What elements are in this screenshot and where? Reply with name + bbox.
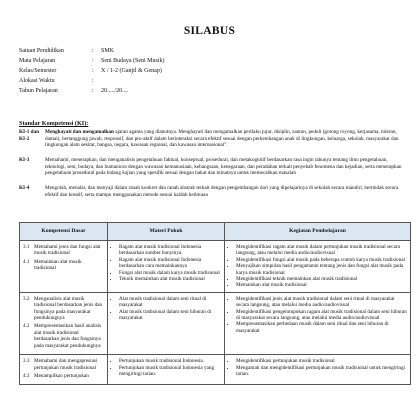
list-item: • Mengamati dan mengidentifikasi pertunjukan musik tradisional untuk mengiringi tarian. bbox=[236, 365, 407, 378]
ki-text: Menghayati dan mengamalkan ajaran agama yang dianutnya. Menghayati dan mengamalkan perilaku jujur, disiplin, santun, peduli (gotong royong, kerjasama, toleran, damai), bertanggung jawab, responsif, dan pro-aktif dalam berinteraksi secara efektif sesuai dengan perkembangan anak di lingkungan, keluarga, sekolah, masyarakat dan lingkungan alam sekitar, bangsa, negara, kawasan regional, dan kawasan internasional". bbox=[45, 129, 399, 149]
syllabus-table bbox=[19, 222, 411, 385]
meta-value: SMK bbox=[101, 48, 115, 54]
kd-number: 3.1 bbox=[23, 244, 30, 250]
meta-colon: : bbox=[92, 78, 94, 84]
kegiatan-cell bbox=[225, 241, 411, 293]
list-item: • Alat musik tradisional dalam seni hiburan di masyarakat bbox=[119, 309, 221, 322]
kegiatan-cell bbox=[225, 355, 411, 385]
meta-colon: : bbox=[92, 68, 94, 74]
header-materi-pokok: Materi Pokok bbox=[108, 223, 225, 241]
meta-value: Seni Budaya (Seni Musik) bbox=[101, 58, 165, 64]
ki-code: KI-3 bbox=[19, 157, 30, 163]
kd-item bbox=[23, 259, 104, 272]
ki-3-row bbox=[19, 157, 409, 177]
list-item: • Mengidentifikasi fungsi alat musik pada beberapa contoh karya musik tradisional bbox=[236, 257, 407, 263]
list-item: • Teknik memainkan alat musik tradisional bbox=[119, 276, 221, 282]
materi-cell bbox=[108, 292, 225, 354]
meta-key: Tahun Pelajaran bbox=[19, 88, 58, 94]
kd-text: Memahami jenis dan fungsi alat musik tradisional bbox=[34, 244, 101, 257]
list-item: • Memainkan alat musik tradisional bbox=[236, 282, 407, 288]
kd-cell bbox=[20, 355, 108, 385]
header-kompetensi-dasar: Kompetensi Dasar bbox=[20, 223, 108, 241]
meta-value: X / 1-2 (Ganjil & Genap) bbox=[101, 68, 162, 74]
kegiatan-cell bbox=[225, 292, 411, 354]
page-title: SILABUS bbox=[183, 25, 236, 37]
kd-item bbox=[23, 244, 104, 257]
list-item: • Menyajikan simpulan hasil pengamatan tentang jenis dan fungsi alat musik pada karya musik tradisional bbox=[236, 263, 407, 276]
list-item: • Mengidentifikasi pengelompokan ragam alat musik tradisional dalam seni hiburan di masyarakat secara langsung, atau melalui media audio/audiovisual bbox=[236, 309, 407, 322]
kd-cell bbox=[20, 241, 108, 293]
kd-number: 4.2 bbox=[23, 323, 30, 330]
kd-item bbox=[23, 358, 104, 371]
meta-value: 20...../20.... bbox=[101, 88, 129, 94]
list-item: • Fungsi alat musik dalam karya musik tradisional bbox=[119, 270, 221, 276]
kd-text: Memahami dan mengapresiasi pertunjukan musik tradisional bbox=[34, 358, 98, 371]
materi-cell bbox=[108, 241, 225, 293]
kd-item bbox=[23, 296, 104, 322]
kd-number: 4.1 bbox=[23, 258, 30, 265]
ki-1-2-row bbox=[19, 129, 409, 149]
kd-text: Menampilkan pertunjukan bbox=[34, 372, 89, 379]
list-item: • Mengidentifikasi teknik memainkan alat musik tradisional bbox=[236, 276, 407, 282]
kd-item bbox=[23, 373, 104, 379]
list-item: • Ragam alat musik tradisional Indonesia berdasarkan cara memainkannya bbox=[119, 257, 221, 270]
meta-colon: : bbox=[92, 88, 94, 94]
meta-row bbox=[19, 76, 165, 86]
ki-code: KI-4 bbox=[19, 185, 30, 191]
header-kegiatan-pembelajaran: Kegiatan Pembelajaran bbox=[225, 223, 411, 241]
list-item: • Mengidentifikasi jenis alat musik tradisional dalam seni ritual di masyarakat secara langsung, atau melalui media audio/audiovisual bbox=[236, 296, 407, 309]
list-item: • Pertunjukan musik tradisional Indonesia. bbox=[119, 358, 221, 364]
meta-row bbox=[19, 86, 165, 96]
meta-key: Mata Pelajaran bbox=[19, 58, 56, 64]
meta-row bbox=[19, 66, 165, 76]
kd-item bbox=[23, 323, 104, 349]
table-row bbox=[20, 355, 411, 385]
ki-text: Mengolah, menalar, dan menyaji dalam ranah konkret dan ranah abstrak terkait dengan pengembangan dari yang dipelajarinya di sekolah secara mandiri, bertindak secara efektif dan kreatif, serta mampu menggunakan metode sesuai kaidah keilmuan bbox=[45, 185, 399, 198]
kd-number: 3.2 bbox=[23, 295, 30, 302]
meta-colon: : bbox=[92, 48, 94, 54]
table-row bbox=[20, 292, 411, 354]
table-row bbox=[20, 241, 411, 293]
ki-code: KI-1 dan KI-2 bbox=[19, 129, 40, 142]
meta-row bbox=[19, 56, 165, 66]
syllabus-meta bbox=[19, 46, 165, 96]
list-item: • Mengidentifikasi pertunjukan musik tradisional bbox=[236, 358, 407, 364]
kd-number: 3.3 bbox=[23, 358, 30, 365]
ki-text: Memahami, menerapkan, dan menganalisis pengetahuan faktual, konseptual, prosedural, dan metakognitif berdasarkan rasa ingin tahunya tentang ilmu pengetahuan, teknologi, seni, budaya, dan humaniora dengan wawasan kemanusiaan, kebangsaan, kenegaraan, dan peradaban terkait penyebab fenomena dan kejadian, serta menerapkan pengetahuan prosedural pada bidang kajian yang spesifik sesuai dengan bakat dan minatnya untuk memecahkan masalah bbox=[45, 157, 402, 177]
list-item: • Pertunjukan musik tradisional Indonesia yang mengiringi tarian. bbox=[119, 365, 221, 378]
kd-text: Menganalisis alat musik tradisional berdasarkan jenis dan fungsinya pada masyarakat pendukungnya bbox=[34, 295, 103, 322]
list-item: • Ragam alat musik tradisional Indonesia berdasarkan sumber bunyinya. bbox=[119, 244, 221, 257]
meta-key: Kelas/Semester bbox=[19, 68, 57, 74]
kd-text: Memainkan alat musik tradisional bbox=[34, 258, 82, 272]
materi-cell bbox=[108, 355, 225, 385]
kd-cell bbox=[20, 292, 108, 354]
meta-key: Alokasi Waktu bbox=[19, 78, 55, 84]
meta-row bbox=[19, 46, 165, 56]
kd-text: Mempresentasikan hasil analisis alat musik tradisional berdasarkan jenis dan fungsinya pada masyarakat pendukungnya bbox=[34, 323, 102, 349]
kd-number: 4.3 bbox=[23, 372, 30, 379]
list-item: • Mempresentasikan perbedaan musik dalam seni ritual dan seni hiburan di masyarakat bbox=[236, 321, 407, 334]
meta-key: Satuan Pendidikan bbox=[19, 48, 64, 54]
meta-colon: : bbox=[92, 58, 94, 64]
ki-4-row bbox=[19, 185, 409, 198]
list-item: • Alat musik tradisional dalam seni ritual di masyarakat bbox=[119, 296, 221, 309]
list-item: • Mengidentifikasi ragam alat musik dalam pertunjukan musik tradisional secara langsung, atau melalui media audio/audiovisual bbox=[236, 244, 407, 257]
standar-kompetensi-heading: Standar Kompetensi (KI): bbox=[19, 120, 89, 127]
